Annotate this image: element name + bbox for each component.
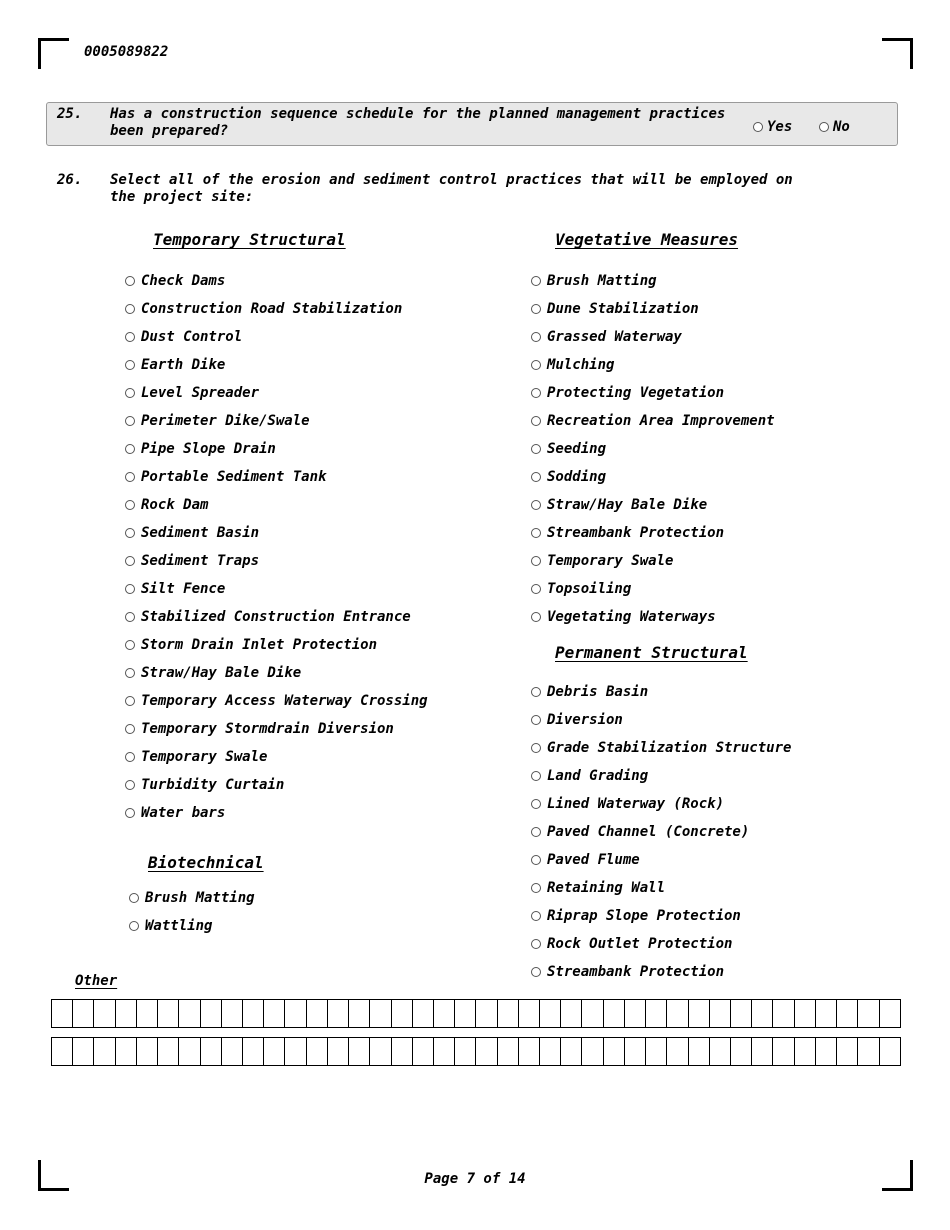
option-riprap-slope-protection[interactable]	[531, 908, 791, 936]
radio-icon[interactable]	[531, 332, 541, 342]
option-temporary-stormdrain-diversion[interactable]	[125, 721, 428, 749]
radio-icon[interactable]	[125, 668, 135, 678]
radio-icon[interactable]	[125, 332, 135, 342]
radio-icon[interactable]	[125, 640, 135, 650]
temporary-structural-heading: Temporary Structural	[153, 230, 346, 249]
option-label: Seeding	[547, 441, 607, 457]
option-retaining-wall[interactable]	[531, 880, 791, 908]
radio-icon[interactable]	[531, 939, 541, 949]
other-entry-row-2[interactable]	[51, 1037, 901, 1066]
option-storm-drain-inlet-protection[interactable]	[125, 637, 428, 665]
question-25-yes-option[interactable]	[753, 119, 792, 135]
entry-cell[interactable]	[667, 1038, 688, 1065]
option-label: Storm Drain Inlet Protection	[141, 637, 378, 653]
option-label: Temporary Stormdrain Diversion	[141, 721, 394, 737]
entry-cell[interactable]	[179, 1000, 200, 1027]
option-temporary-swale[interactable]	[125, 749, 428, 777]
option-label: Diversion	[547, 712, 623, 728]
entry-cell[interactable]	[689, 1000, 710, 1027]
option-label: Portable Sediment Tank	[141, 469, 327, 485]
entry-cell[interactable]	[222, 1038, 243, 1065]
question-25-no-option[interactable]	[819, 119, 850, 135]
entry-cell[interactable]	[94, 1000, 115, 1027]
entry-cell[interactable]	[201, 1000, 222, 1027]
radio-icon[interactable]	[125, 556, 135, 566]
option-brush-matting[interactable]	[531, 273, 775, 301]
radio-icon[interactable]	[125, 304, 135, 314]
yes-label: Yes	[767, 119, 793, 135]
option-straw-hay-bale-dike[interactable]	[531, 497, 775, 525]
entry-cell[interactable]	[434, 1000, 455, 1027]
option-label: Dune Stabilization	[547, 301, 699, 317]
radio-icon[interactable]	[531, 855, 541, 865]
option-temporary-access-waterway-crossing[interactable]	[125, 693, 428, 721]
radio-icon[interactable]	[531, 911, 541, 921]
option-earth-dike[interactable]	[125, 357, 428, 385]
option-label: Sodding	[547, 469, 607, 485]
question-25-text: Has a construction sequence schedule for the planned management practices been prepared?	[110, 106, 726, 139]
entry-cell[interactable]	[689, 1038, 710, 1065]
entry-cell[interactable]	[646, 1000, 667, 1027]
radio-icon[interactable]	[531, 715, 541, 725]
option-rock-outlet-protection[interactable]	[531, 936, 791, 964]
radio-icon[interactable]	[531, 687, 541, 697]
option-label: Check Dams	[141, 273, 226, 289]
option-vegetating-waterways[interactable]	[531, 609, 775, 637]
option-label: Straw/Hay Bale Dike	[547, 497, 708, 513]
radio-icon[interactable]	[531, 444, 541, 454]
entry-cell[interactable]	[604, 1038, 625, 1065]
radio-icon[interactable]	[129, 921, 139, 931]
entry-cell[interactable]	[328, 1038, 349, 1065]
entry-cell[interactable]	[752, 1038, 773, 1065]
option-label: Temporary Swale	[141, 749, 268, 765]
option-label: Vegetating Waterways	[547, 609, 716, 625]
entry-cell[interactable]	[710, 1000, 731, 1027]
entry-cell[interactable]	[519, 1000, 540, 1027]
vegetative-measures-list	[531, 273, 775, 637]
entry-cell[interactable]	[561, 1038, 582, 1065]
option-sediment-traps[interactable]	[125, 553, 428, 581]
radio-icon[interactable]	[531, 584, 541, 594]
radio-icon[interactable]	[531, 556, 541, 566]
radio-icon[interactable]	[125, 724, 135, 734]
option-label: Temporary Swale	[547, 553, 674, 569]
entry-cell[interactable]	[498, 1000, 519, 1027]
radio-icon[interactable]	[125, 752, 135, 762]
entry-cell[interactable]	[264, 1000, 285, 1027]
entry-cell[interactable]	[349, 1038, 370, 1065]
radio-icon[interactable]	[531, 500, 541, 510]
option-land-grading[interactable]	[531, 768, 791, 796]
radio-icon[interactable]	[531, 827, 541, 837]
other-entry-row-1[interactable]	[51, 999, 901, 1028]
option-level-spreader[interactable]	[125, 385, 428, 413]
radio-icon[interactable]	[125, 584, 135, 594]
option-pipe-slope-drain[interactable]	[125, 441, 428, 469]
option-sodding[interactable]	[531, 469, 775, 497]
option-label: Paved Channel (Concrete)	[547, 824, 750, 840]
radio-icon[interactable]	[531, 743, 541, 753]
entry-cell[interactable]	[201, 1038, 222, 1065]
radio-icon[interactable]	[125, 696, 135, 706]
option-label: Riprap Slope Protection	[547, 908, 741, 924]
radio-icon[interactable]	[531, 388, 541, 398]
entry-cell[interactable]	[434, 1038, 455, 1065]
entry-cell[interactable]	[158, 1038, 179, 1065]
corner-mark-top-right	[882, 38, 913, 69]
question-25-number: 25.	[57, 106, 83, 122]
option-label: Silt Fence	[141, 581, 226, 597]
radio-icon[interactable]	[125, 612, 135, 622]
entry-cell[interactable]	[413, 1038, 434, 1065]
radio-icon[interactable]	[125, 276, 135, 286]
option-paved-flume[interactable]	[531, 852, 791, 880]
radio-icon[interactable]	[531, 360, 541, 370]
entry-cell[interactable]	[476, 1038, 497, 1065]
radio-icon[interactable]	[819, 122, 829, 132]
radio-icon[interactable]	[531, 799, 541, 809]
entry-cell[interactable]	[731, 1000, 752, 1027]
option-label: Paved Flume	[547, 852, 640, 868]
entry-cell[interactable]	[116, 1038, 137, 1065]
entry-cell[interactable]	[582, 1038, 603, 1065]
entry-cell[interactable]	[243, 1038, 264, 1065]
option-sediment-basin[interactable]	[125, 525, 428, 553]
entry-cell[interactable]	[392, 1038, 413, 1065]
radio-icon[interactable]	[125, 416, 135, 426]
entry-cell[interactable]	[158, 1000, 179, 1027]
option-label: Recreation Area Improvement	[547, 413, 775, 429]
option-construction-road-stabilization[interactable]	[125, 301, 428, 329]
entry-cell[interactable]	[137, 1038, 158, 1065]
entry-cell[interactable]	[858, 1038, 879, 1065]
radio-icon[interactable]	[531, 304, 541, 314]
option-label: Streambank Protection	[547, 525, 725, 541]
entry-cell[interactable]	[752, 1000, 773, 1027]
entry-cell[interactable]	[307, 1000, 328, 1027]
option-lined-waterway-rock[interactable]	[531, 796, 791, 824]
option-label: Pipe Slope Drain	[141, 441, 276, 457]
entry-cell[interactable]	[455, 1038, 476, 1065]
option-straw-hay-bale-dike[interactable]	[125, 665, 428, 693]
entry-cell[interactable]	[476, 1000, 497, 1027]
option-label: Temporary Access Waterway Crossing	[141, 693, 428, 709]
entry-cell[interactable]	[285, 1000, 306, 1027]
entry-cell[interactable]	[540, 1000, 561, 1027]
entry-cell[interactable]	[858, 1000, 879, 1027]
entry-cell[interactable]	[795, 1000, 816, 1027]
option-label: Grade Stabilization Structure	[547, 740, 792, 756]
option-label: Retaining Wall	[547, 880, 666, 896]
entry-cell[interactable]	[667, 1000, 688, 1027]
radio-icon[interactable]	[125, 388, 135, 398]
option-wattling[interactable]	[129, 918, 255, 946]
option-dust-control[interactable]	[125, 329, 428, 357]
permanent-structural-list	[531, 684, 791, 992]
entry-cell[interactable]	[816, 1038, 837, 1065]
option-grassed-waterway[interactable]	[531, 329, 775, 357]
entry-cell[interactable]	[880, 1000, 900, 1027]
option-temporary-swale[interactable]	[531, 553, 775, 581]
option-turbidity-curtain[interactable]	[125, 777, 428, 805]
option-dune-stabilization[interactable]	[531, 301, 775, 329]
entry-cell[interactable]	[837, 1038, 858, 1065]
vegetative-measures-heading: Vegetative Measures	[555, 230, 739, 249]
entry-cell[interactable]	[328, 1000, 349, 1027]
option-label: Sediment Basin	[141, 525, 260, 541]
option-debris-basin[interactable]	[531, 684, 791, 712]
option-label: Straw/Hay Bale Dike	[141, 665, 302, 681]
radio-icon[interactable]	[531, 416, 541, 426]
entry-cell[interactable]	[413, 1000, 434, 1027]
entry-cell[interactable]	[816, 1000, 837, 1027]
entry-cell[interactable]	[179, 1038, 200, 1065]
entry-cell[interactable]	[646, 1038, 667, 1065]
radio-icon[interactable]	[531, 612, 541, 622]
option-diversion[interactable]	[531, 712, 791, 740]
option-label: Grassed Waterway	[547, 329, 682, 345]
entry-cell[interactable]	[625, 1038, 646, 1065]
question-25-box	[46, 102, 898, 146]
entry-cell[interactable]	[52, 1000, 73, 1027]
biotechnical-list	[129, 890, 255, 946]
entry-cell[interactable]	[73, 1000, 94, 1027]
no-label: No	[833, 119, 850, 135]
entry-cell[interactable]	[52, 1038, 73, 1065]
entry-cell[interactable]	[222, 1000, 243, 1027]
other-label: Other	[75, 973, 118, 989]
entry-cell[interactable]	[264, 1038, 285, 1065]
entry-cell[interactable]	[519, 1038, 540, 1065]
option-streambank-protection[interactable]	[531, 525, 775, 553]
option-protecting-vegetation[interactable]	[531, 385, 775, 413]
entry-cell[interactable]	[795, 1038, 816, 1065]
option-label: Rock Dam	[141, 497, 209, 513]
option-label: Sediment Traps	[141, 553, 260, 569]
entry-cell[interactable]	[837, 1000, 858, 1027]
option-label: Debris Basin	[547, 684, 649, 700]
radio-icon[interactable]	[125, 360, 135, 370]
option-label: Earth Dike	[141, 357, 226, 373]
option-label: Protecting Vegetation	[547, 385, 725, 401]
radio-icon[interactable]	[531, 472, 541, 482]
corner-mark-top-left	[38, 38, 69, 69]
entry-cell[interactable]	[116, 1000, 137, 1027]
option-topsoiling[interactable]	[531, 581, 775, 609]
option-check-dams[interactable]	[125, 273, 428, 301]
entry-cell[interactable]	[625, 1000, 646, 1027]
entry-cell[interactable]	[137, 1000, 158, 1027]
option-label: Dust Control	[141, 329, 243, 345]
option-grade-stabilization-structure[interactable]	[531, 740, 791, 768]
radio-icon[interactable]	[531, 528, 541, 538]
radio-icon[interactable]	[125, 500, 135, 510]
option-paved-channel-concrete[interactable]	[531, 824, 791, 852]
option-label: Rock Outlet Protection	[547, 936, 733, 952]
option-label: Lined Waterway (Rock)	[547, 796, 725, 812]
option-perimeter-dike-swale[interactable]	[125, 413, 428, 441]
option-label: Wattling	[145, 918, 213, 934]
entry-cell[interactable]	[604, 1000, 625, 1027]
radio-icon[interactable]	[753, 122, 763, 132]
option-label: Streambank Protection	[547, 964, 725, 980]
entry-cell[interactable]	[349, 1000, 370, 1027]
entry-cell[interactable]	[73, 1038, 94, 1065]
option-label: Water bars	[141, 805, 226, 821]
option-brush-matting[interactable]	[129, 890, 255, 918]
temporary-structural-list	[125, 273, 428, 833]
option-label: Mulching	[547, 357, 615, 373]
entry-cell[interactable]	[455, 1000, 476, 1027]
permanent-structural-heading: Permanent Structural	[555, 643, 748, 662]
entry-cell[interactable]	[561, 1000, 582, 1027]
option-portable-sediment-tank[interactable]	[125, 469, 428, 497]
entry-cell[interactable]	[285, 1038, 306, 1065]
option-stabilized-construction-entrance[interactable]	[125, 609, 428, 637]
radio-icon[interactable]	[125, 444, 135, 454]
option-label: Perimeter Dike/Swale	[141, 413, 310, 429]
question-26-text: Select all of the erosion and sediment control practices that will be employed on the project site:	[110, 172, 793, 205]
radio-icon[interactable]	[531, 883, 541, 893]
option-label: Stabilized Construction Entrance	[141, 609, 411, 625]
entry-cell[interactable]	[710, 1038, 731, 1065]
option-silt-fence[interactable]	[125, 581, 428, 609]
radio-icon[interactable]	[531, 967, 541, 977]
radio-icon[interactable]	[125, 808, 135, 818]
option-label: Brush Matting	[145, 890, 255, 906]
entry-cell[interactable]	[773, 1000, 794, 1027]
entry-cell[interactable]	[731, 1038, 752, 1065]
radio-icon[interactable]	[125, 472, 135, 482]
entry-cell[interactable]	[392, 1000, 413, 1027]
entry-cell[interactable]	[243, 1000, 264, 1027]
question-26-number: 26.	[57, 172, 83, 188]
radio-icon[interactable]	[531, 276, 541, 286]
option-mulching[interactable]	[531, 357, 775, 385]
option-streambank-protection[interactable]	[531, 964, 791, 992]
option-label: Topsoiling	[547, 581, 632, 597]
option-label: Level Spreader	[141, 385, 260, 401]
entry-cell[interactable]	[540, 1038, 561, 1065]
form-id: 0005089822	[84, 44, 169, 60]
option-recreation-area-improvement[interactable]	[531, 413, 775, 441]
option-label: Brush Matting	[547, 273, 657, 289]
option-rock-dam[interactable]	[125, 497, 428, 525]
option-label: Turbidity Curtain	[141, 777, 285, 793]
radio-icon[interactable]	[129, 893, 139, 903]
entry-cell[interactable]	[307, 1038, 328, 1065]
radio-icon[interactable]	[125, 780, 135, 790]
entry-cell[interactable]	[370, 1000, 391, 1027]
radio-icon[interactable]	[531, 771, 541, 781]
entry-cell[interactable]	[773, 1038, 794, 1065]
entry-cell[interactable]	[498, 1038, 519, 1065]
option-label: Construction Road Stabilization	[141, 301, 403, 317]
entry-cell[interactable]	[94, 1038, 115, 1065]
option-label: Land Grading	[547, 768, 649, 784]
option-seeding[interactable]	[531, 441, 775, 469]
option-water-bars[interactable]	[125, 805, 428, 833]
entry-cell[interactable]	[370, 1038, 391, 1065]
entry-cell[interactable]	[582, 1000, 603, 1027]
radio-icon[interactable]	[125, 528, 135, 538]
page-number: Page 7 of 14	[424, 1171, 526, 1187]
biotechnical-heading: Biotechnical	[148, 853, 264, 872]
entry-cell[interactable]	[880, 1038, 900, 1065]
